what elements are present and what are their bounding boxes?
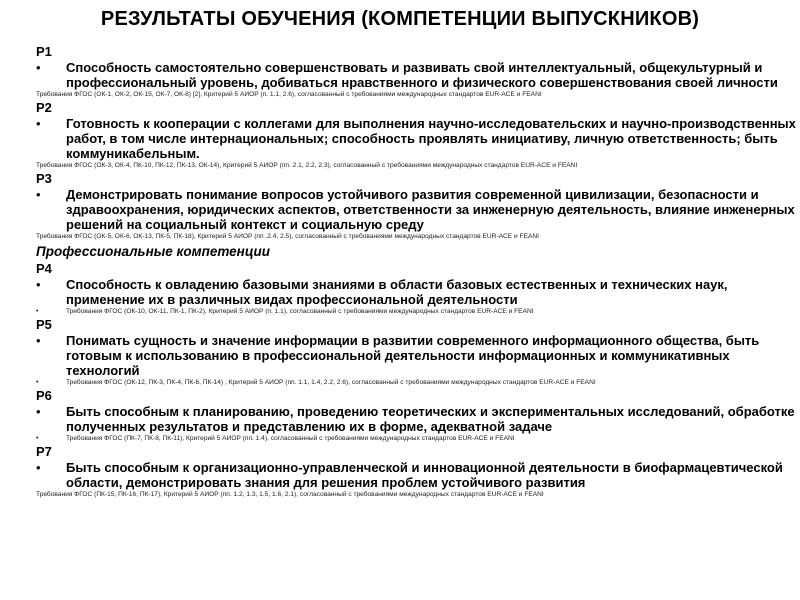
outcome-requirements: Требования ФГОС (ОК-1, ОК-2, ОК-15, ОК-7, ОК-8) [2], Критерий 5 АИОР (п. 1.1, 2.6), согласованный с требованиями международных стандартов EUR-ACE и FEANI	[36, 91, 542, 98]
section-heading: Профессиональные компетенции	[36, 244, 271, 259]
outcome-code: Р7	[36, 444, 52, 459]
outcome-text: Быть способным к организационно-управленческой и инновационной деятельности в биофармацевтической области, демонстрировать знания для решения проблем устойчивого развития	[66, 460, 783, 490]
bullet-icon: •	[36, 333, 41, 348]
outcome-code: Р4	[36, 261, 52, 276]
outcome-text: Понимать сущность и значение информации в развитии современного информационного общества, быть готовым к использованию в профессиональной деятельности информационных и коммуникативных технологий	[66, 333, 760, 378]
bullet-icon: •	[36, 116, 41, 131]
outcome-code: Р6	[36, 388, 52, 403]
outcome-item	[36, 60, 796, 90]
outcome-requirements	[36, 378, 796, 387]
outcome-requirements: Требования ФГОС (ОК-3, ОК-4, ПК-10, ПК-12, ПК-13, ОК-14), Критерий 5 АИОР (пп. 2.1, 2.2, 2.3), согласованный с требованиями международных стандартов EUR-ACE и FEANI	[36, 162, 578, 169]
requirements-text: Требования ФГОС (ОК-12, ПК-3, ПК-4, ПК-6, ПК-14) , Критерий 5 АИОР (пп. 1.1, 1.4, 2.2, 2.6), согласованный с требованиями международных стандартов EUR-ACE и FEANI	[66, 379, 596, 386]
outcome-item	[36, 277, 796, 307]
outcome-requirements	[36, 434, 796, 443]
outcome-code: Р1	[36, 44, 52, 59]
outcome-requirements	[36, 307, 796, 316]
outcome-text: Способность самостоятельно совершенствовать и развивать свой интеллектуальный, общекультурный и профессиональный уровень, добиваться нравственного и физического совершенствования своей личности	[66, 60, 778, 90]
outcome-item	[36, 404, 796, 434]
bullet-icon: •	[36, 60, 41, 75]
bullet-icon: •	[36, 435, 39, 442]
outcome-requirements: Требования ФГОС (ПК-15, ПК-16, ПК-17), Критерий 5 АИОР (пп. 1.2, 1.3, 1.5, 1.6, 2.1), согласованный с требованиями международных стандартов EUR-ACE и FEANI	[36, 491, 544, 498]
requirements-text: Требования ФГОС (ОК-10, ОК-11, ПК-1, ПК-2), Критерий 5 АИОР (п. 1.1), согласованный с требованиями международных стандартов EUR-ACE и FEANI	[66, 308, 534, 315]
outcome-item	[36, 116, 796, 161]
outcome-code: Р3	[36, 171, 52, 186]
bullet-icon: •	[36, 404, 41, 419]
page-title: РЕЗУЛЬТАТЫ ОБУЧЕНИЯ (КОМПЕТЕНЦИИ ВЫПУСКНИКОВ)	[100, 8, 700, 30]
outcome-text: Способность к овладению базовыми знаниями в области базовых естественных и технических наук, применение их в различных видах профессиональной деятельности	[66, 277, 728, 307]
outcome-code: Р5	[36, 317, 52, 332]
outcome-requirements: Требования ФГОС (ОК-5, ОК-6, ОК-13, ПК-5, ПК-18), Критерий 5 АИОР (пп .2.4, 2.5), согласованный с требованиями международных стандартов EUR-ACE и FEANI	[36, 233, 539, 240]
requirements-text: Требования ФГОС (ПК-7, ПК-8, ПК-11), Критерий 5 АИОР (пп. 1.4), согласованный с требованиями международных стандартов EUR-ACE и FEANI	[66, 435, 515, 442]
bullet-icon: •	[36, 379, 39, 386]
outcome-item	[36, 187, 796, 232]
outcome-text: Демонстрировать понимание вопросов устойчивого развития современной цивилизации, безопасности и здравоохранения, юридических аспектов, ответственности за инженерную деятельность, влияние инженерных решений на социальный контекст и социальную среду	[66, 187, 795, 232]
outcome-text: Быть способным к планированию, проведению теоретических и экспериментальных исследований, обработке полученных результатов и представлению их в форме, адекватной задаче	[66, 404, 795, 434]
outcome-item	[36, 333, 796, 378]
outcome-text: Готовность к кооперации с коллегами для выполнения научно-исследовательских и научно-производственных работ, в том числе интернациональных; способность проявлять инициативу, личную ответственность; быть коммуникабельным.	[66, 116, 796, 161]
bullet-icon: •	[36, 460, 41, 475]
bullet-icon: •	[36, 277, 41, 292]
outcomes-list	[36, 43, 796, 500]
outcome-code: Р2	[36, 100, 52, 115]
outcome-item	[36, 460, 796, 490]
bullet-icon: •	[36, 187, 41, 202]
bullet-icon: •	[36, 308, 39, 315]
